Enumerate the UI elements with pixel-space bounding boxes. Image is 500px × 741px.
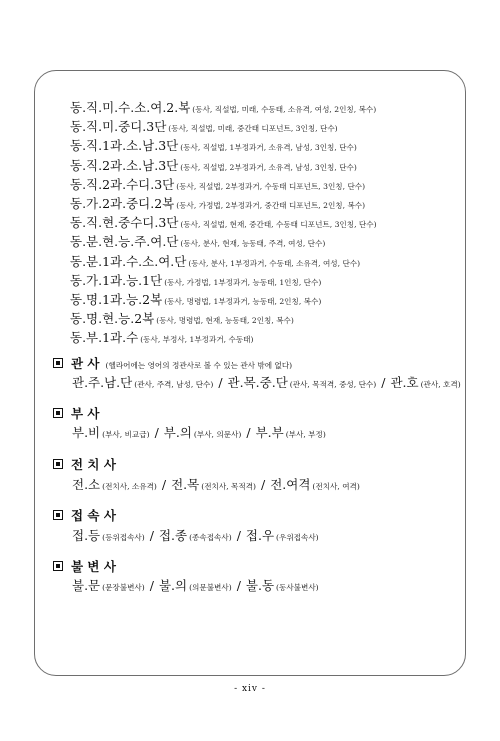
verb-form-row (70, 196, 365, 214)
article-title: 관 사 (71, 356, 100, 371)
separator: / (236, 528, 241, 543)
verb-form: 동.직.미.수.소.여.2.복 (70, 100, 191, 115)
separator: / (154, 425, 159, 440)
item-note: (의문불변사) (189, 583, 232, 592)
verb-form-row (70, 273, 321, 291)
item-note: (동사불변사) (276, 583, 319, 592)
item-note: (전치사, 소유격) (102, 482, 157, 491)
verb-note: (동사, 직설법, 미래, 중간태 디포넌트, 3인칭, 단수) (168, 124, 338, 134)
verb-form: 동.분.현.능.주.여.단 (70, 234, 179, 250)
preposition-items (72, 477, 360, 495)
item-form: 접.종 (158, 528, 188, 543)
adverb-heading (53, 406, 100, 422)
verb-note: (동사, 직설법, 미래, 수동태, 소유격, 여성, 2인칭, 복수) (192, 105, 377, 114)
verb-form: 동.명.현.능.2복 (70, 311, 155, 327)
particle-heading (53, 559, 116, 575)
separator: / (161, 477, 167, 492)
item-form: 전.소 (72, 477, 101, 492)
verb-note: (동사, 직설법, 2부정과거, 수동태 디포넌트, 3인칭, 단수) (176, 181, 366, 191)
adverb-items (72, 425, 326, 443)
item-note: (종속접속사) (189, 533, 232, 542)
verb-form-row (70, 330, 253, 348)
verb-note: (동사, 직설법, 현재, 중간태, 수동태 디포넌트, 3인칭, 단수) (180, 220, 377, 230)
verb-form: 동.가.1과.능.1단 (70, 272, 163, 288)
item-form: 불.동 (245, 578, 275, 593)
item-note: (문장불변사) (102, 583, 145, 592)
separator: / (218, 375, 223, 390)
verb-note: (동사, 가정법, 1부정과거, 능동태, 1인칭, 단수) (164, 277, 322, 287)
conjunction-items (72, 528, 319, 546)
verb-note: (동사, 직설법, 2부정과거, 소유격, 남성, 3인칭, 단수) (180, 162, 357, 172)
article-items (72, 375, 461, 393)
verb-form-row (70, 158, 357, 176)
verb-note: (동사, 가정법, 2부정과거, 중간태 디포넌트, 2인칭, 복수) (176, 201, 366, 210)
verb-form: 동.직.1과.소.남.3단 (70, 138, 179, 154)
bullet-box-icon (53, 358, 63, 368)
item-form: 관.주.남.단 (72, 375, 133, 390)
conjunction-title: 접 속 사 (71, 508, 116, 523)
verb-form: 동.부.1과.수 (70, 330, 139, 346)
preposition-heading (53, 457, 116, 473)
verb-note: (동사, 부정사, 1부정과거, 수동태) (140, 335, 254, 345)
verb-form: 동.직.2과.소.남.3단 (70, 157, 179, 173)
verb-form-row (70, 292, 321, 310)
separator: / (149, 578, 154, 593)
verb-form-row (70, 215, 377, 233)
item-form: 부.비 (72, 425, 101, 440)
verb-form-row (70, 119, 338, 137)
verb-note: (동사, 분사, 1부정과거, 수동태, 소유격, 여성, 단수) (188, 258, 361, 268)
verb-note: (동사, 분사, 현재, 능동태, 주격, 여성, 단수) (180, 239, 326, 249)
preposition-title: 전 치 사 (71, 457, 116, 472)
separator: / (381, 375, 386, 390)
item-form: 부.의 (163, 425, 192, 440)
item-note: (우위접속사) (276, 533, 319, 542)
item-note: (등위접속사) (102, 533, 145, 542)
bullet-box-icon (53, 561, 63, 571)
item-form: 불.의 (158, 578, 188, 593)
item-note: (관사, 호격) (420, 380, 461, 389)
separator: / (149, 528, 154, 543)
conjunction-heading (53, 508, 116, 524)
verb-form-row (70, 311, 294, 329)
item-form: 관.호 (390, 375, 419, 390)
particle-title: 불 변 사 (71, 559, 116, 574)
verb-note: (동사, 명령법, 1부정과거, 능동태, 2인칭, 복수) (164, 297, 322, 306)
verb-form-row (70, 234, 325, 252)
article-note: (헬라어에는 영어의 정관사로 볼 수 있는 관사 밖에 없다) (105, 361, 293, 370)
item-form: 접.등 (72, 528, 101, 543)
item-note: (관사, 목적격, 중성, 단수) (289, 380, 377, 389)
separator: / (246, 425, 251, 440)
separator: / (236, 578, 241, 593)
item-note: (부사, 의문사) (193, 430, 242, 439)
page-number: - xiv - (234, 684, 266, 694)
adverb-title: 부 사 (71, 406, 100, 421)
verb-form-row (70, 138, 357, 156)
bullet-box-icon (53, 510, 63, 520)
verb-note: (동사, 명령법, 현재, 능동태, 2인칭, 복수) (156, 316, 294, 326)
item-form: 전.목 (171, 477, 200, 492)
item-note: (관사, 주격, 남성, 단수) (134, 380, 214, 389)
item-note: (전치사, 목적격) (201, 482, 256, 491)
verb-form-row (70, 254, 360, 272)
verb-form-row (70, 177, 365, 195)
item-note: (부사, 부정) (285, 430, 326, 439)
verb-form-row (70, 100, 376, 118)
item-form: 부.부 (255, 425, 284, 440)
verb-form: 동.분.1과.수.소.여.단 (70, 253, 187, 269)
item-note: (전치사, 여격) (312, 482, 360, 491)
article-heading (53, 356, 292, 374)
verb-note: (동사, 직설법, 1부정과거, 소유격, 남성, 3인칭, 단수) (180, 143, 357, 153)
item-form: 전.여격 (270, 477, 311, 492)
bullet-box-icon (53, 459, 63, 469)
verb-form: 동.직.2과.수디.3단 (70, 176, 175, 192)
item-form: 접.우 (245, 528, 275, 543)
separator: / (261, 477, 266, 492)
verb-form: 동.직.현.중수디.3단 (70, 215, 179, 231)
bullet-box-icon (53, 408, 63, 418)
item-form: 불.문 (72, 578, 101, 593)
item-note: (부사, 비교급) (102, 430, 150, 439)
verb-form: 동.직.미.중디.3단 (70, 119, 167, 135)
particle-items (72, 578, 319, 596)
verb-form: 동.명.1과.능.2복 (70, 292, 163, 307)
verb-form: 동.가.2과.중디.2복 (70, 196, 175, 211)
item-form: 관.목.중.단 (227, 375, 288, 390)
